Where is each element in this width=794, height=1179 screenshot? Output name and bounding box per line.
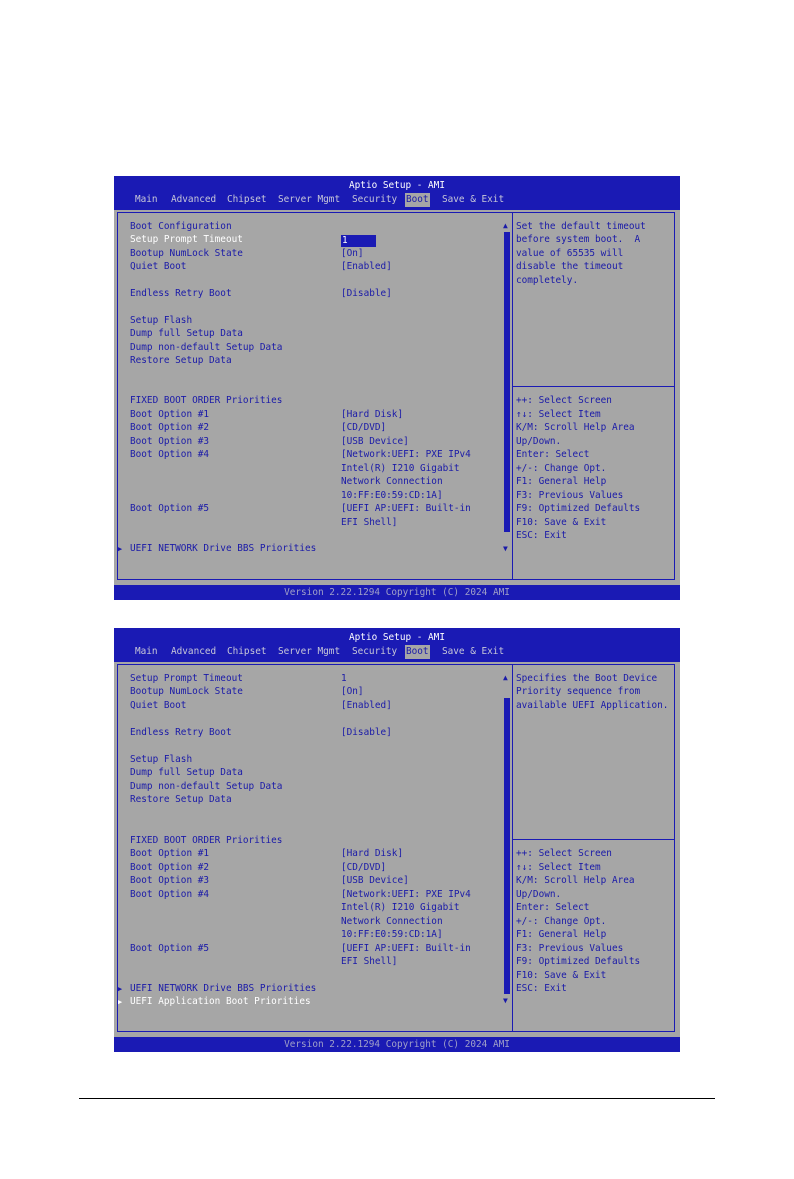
- key-help-up-down: Up/Down.: [516, 889, 562, 900]
- version-footer: Version 2.22.1294 Copyright (C) 2024 AMI: [114, 585, 680, 600]
- boot-option-2-label[interactable]: Boot Option #2: [130, 422, 210, 433]
- tab-save-exit[interactable]: Save & Exit: [442, 646, 505, 657]
- key-help-change-opt: +/-: Change Opt.: [516, 916, 607, 927]
- uefi-network-drive-bbs-submenu[interactable]: UEFI NETWORK Drive BBS Priorities: [130, 543, 317, 554]
- tab-security[interactable]: Security: [352, 194, 398, 205]
- key-help-select-item: ↑↓: Select Item: [516, 862, 601, 873]
- scroll-up-arrow-icon[interactable]: ▲: [503, 673, 508, 682]
- key-help-f1: F1: General Help: [516, 476, 607, 487]
- submenu-arrow-icon: ▶: [118, 545, 123, 553]
- endless-retry-value[interactable]: [Disable]: [341, 288, 392, 299]
- help-text-line-2: before system boot. A: [516, 234, 641, 245]
- boot-option-4-value-line-4: 10:FF:E0:59:CD:1A]: [341, 929, 443, 940]
- tab-chipset[interactable]: Chipset: [227, 194, 267, 205]
- help-text-line-1: Set the default timeout: [516, 221, 646, 232]
- help-divider: [512, 839, 675, 840]
- boot-option-5-value-line-2: EFI Shell]: [341, 956, 398, 967]
- boot-option-4-value-line-4: 10:FF:E0:59:CD:1A]: [341, 490, 443, 501]
- tab-main[interactable]: Main: [135, 646, 158, 657]
- panel-divider: [512, 664, 513, 1032]
- bios-screen-2: [114, 628, 680, 1052]
- tab-main[interactable]: Main: [135, 194, 158, 205]
- app-title: Aptio Setup - AMI: [349, 632, 445, 643]
- key-help-f3: F3: Previous Values: [516, 943, 624, 954]
- boot-option-4-value-line-3: Network Connection: [341, 476, 443, 487]
- bios-screen-1: [114, 176, 680, 600]
- boot-option-3-label[interactable]: Boot Option #3: [130, 436, 210, 447]
- panel-divider: [512, 212, 513, 580]
- key-help-f1: F1: General Help: [516, 929, 607, 940]
- key-help-enter: Enter: Select: [516, 449, 590, 460]
- boot-option-4-value-line-3: Network Connection: [341, 916, 443, 927]
- key-help-scroll-help: K/M: Scroll Help Area: [516, 875, 635, 886]
- dump-non-default-item[interactable]: Dump non-default Setup Data: [130, 781, 283, 792]
- dump-full-setup-item[interactable]: Dump full Setup Data: [130, 328, 243, 339]
- help-text-line-2: Priority sequence from: [516, 686, 641, 697]
- boot-option-4-value-line-1[interactable]: [Network:UEFI: PXE IPv4: [341, 889, 471, 900]
- quiet-boot-label[interactable]: Quiet Boot: [130, 700, 187, 711]
- quiet-boot-value[interactable]: [Enabled]: [341, 261, 392, 272]
- uefi-network-drive-bbs-submenu[interactable]: UEFI NETWORK Drive BBS Priorities: [130, 983, 317, 994]
- boot-option-4-value-line-2: Intel(R) I210 Gigabit: [341, 463, 460, 474]
- bootup-numlock-value[interactable]: [On]: [341, 248, 364, 259]
- key-help-enter: Enter: Select: [516, 902, 590, 913]
- setup-prompt-timeout-value[interactable]: [341, 234, 376, 248]
- key-help-f10: F10: Save & Exit: [516, 517, 607, 528]
- boot-option-3-value[interactable]: [USB Device]: [341, 875, 409, 886]
- bootup-numlock-label[interactable]: Bootup NumLock State: [130, 686, 243, 697]
- key-help-esc: ESC: Exit: [516, 983, 567, 994]
- app-title: Aptio Setup - AMI: [349, 180, 445, 191]
- scrollbar[interactable]: [504, 222, 510, 552]
- restore-setup-item[interactable]: Restore Setup Data: [130, 355, 232, 366]
- setup-prompt-timeout-input[interactable]: 1: [341, 235, 376, 247]
- boot-option-2-value[interactable]: [CD/DVD]: [341, 862, 387, 873]
- endless-retry-label[interactable]: Endless Retry Boot: [130, 288, 232, 299]
- boot-option-1-value[interactable]: [Hard Disk]: [341, 848, 404, 859]
- dump-non-default-item[interactable]: Dump non-default Setup Data: [130, 342, 283, 353]
- title-bar: [114, 176, 680, 210]
- boot-option-2-label[interactable]: Boot Option #2: [130, 862, 210, 873]
- bootup-numlock-label[interactable]: Bootup NumLock State: [130, 248, 243, 259]
- key-help-esc: ESC: Exit: [516, 530, 567, 541]
- setup-flash-item[interactable]: Setup Flash: [130, 754, 193, 765]
- quiet-boot-label[interactable]: Quiet Boot: [130, 261, 187, 272]
- tab-server-mgmt[interactable]: Server Mgmt: [278, 194, 341, 205]
- help-text-line-4: disable the timeout: [516, 261, 624, 272]
- key-help-scroll-help: K/M: Scroll Help Area: [516, 422, 635, 433]
- submenu-arrow-icon: ▶: [118, 985, 123, 993]
- tab-chipset[interactable]: Chipset: [227, 646, 267, 657]
- key-help-select-screen: ++: Select Screen: [516, 848, 612, 859]
- boot-option-5-label[interactable]: Boot Option #5: [130, 943, 210, 954]
- scroll-thumb[interactable]: [504, 232, 510, 532]
- submenu-arrow-icon: ▶: [118, 998, 123, 1006]
- boot-option-4-value-line-1[interactable]: [Network:UEFI: PXE IPv4: [341, 449, 471, 460]
- key-help-up-down: Up/Down.: [516, 436, 562, 447]
- boot-option-4-value-line-2: Intel(R) I210 Gigabit: [341, 902, 460, 913]
- help-divider: [512, 386, 675, 387]
- help-text-line-1: Specifies the Boot Device: [516, 673, 658, 684]
- key-help-f10: F10: Save & Exit: [516, 970, 607, 981]
- menu-tabs: [114, 193, 680, 207]
- setup-prompt-timeout-value[interactable]: 1: [341, 673, 347, 684]
- tab-security[interactable]: Security: [352, 646, 398, 657]
- title-bar: [114, 628, 680, 662]
- restore-setup-item[interactable]: Restore Setup Data: [130, 794, 232, 805]
- version-footer: Version 2.22.1294 Copyright (C) 2024 AMI: [114, 1037, 680, 1052]
- quiet-boot-value[interactable]: [Enabled]: [341, 700, 392, 711]
- boot-option-3-value[interactable]: [USB Device]: [341, 436, 409, 447]
- scrollbar[interactable]: [504, 674, 510, 1004]
- endless-retry-value[interactable]: [Disable]: [341, 727, 392, 738]
- boot-option-1-value[interactable]: [Hard Disk]: [341, 409, 404, 420]
- tab-boot[interactable]: Boot: [406, 646, 429, 657]
- key-help-f9: F9: Optimized Defaults: [516, 503, 641, 514]
- boot-option-5-value-line-1[interactable]: [UEFI AP:UEFI: Built-in: [341, 943, 471, 954]
- setup-flash-item[interactable]: Setup Flash: [130, 315, 193, 326]
- tab-advanced[interactable]: Advanced: [171, 646, 217, 657]
- boot-option-1-label[interactable]: Boot Option #1: [130, 848, 210, 859]
- scroll-thumb[interactable]: [504, 698, 510, 994]
- boot-option-4-label[interactable]: Boot Option #4: [130, 889, 210, 900]
- menu-tabs: [114, 645, 680, 659]
- scroll-down-arrow-icon[interactable]: ▼: [503, 544, 508, 553]
- tab-boot[interactable]: Boot: [406, 194, 429, 205]
- fixed-boot-order-header: FIXED BOOT ORDER Priorities: [130, 835, 283, 846]
- boot-option-5-value-line-1[interactable]: [UEFI AP:UEFI: Built-in: [341, 503, 471, 514]
- tab-advanced[interactable]: Advanced: [171, 194, 217, 205]
- boot-option-5-value-line-2: EFI Shell]: [341, 517, 398, 528]
- setup-prompt-timeout-label[interactable]: Setup Prompt Timeout: [130, 673, 243, 684]
- endless-retry-label[interactable]: Endless Retry Boot: [130, 727, 232, 738]
- fixed-boot-order-header: FIXED BOOT ORDER Priorities: [130, 395, 283, 406]
- page-footer-rule: [79, 1098, 715, 1099]
- bootup-numlock-value[interactable]: [On]: [341, 686, 364, 697]
- setup-prompt-timeout-label[interactable]: Setup Prompt Timeout: [130, 234, 243, 245]
- key-help-f9: F9: Optimized Defaults: [516, 956, 641, 967]
- key-help-select-item: ↑↓: Select Item: [516, 409, 601, 420]
- tab-server-mgmt[interactable]: Server Mgmt: [278, 646, 341, 657]
- boot-option-3-label[interactable]: Boot Option #3: [130, 875, 210, 886]
- key-help-select-screen: ++: Select Screen: [516, 395, 612, 406]
- dump-full-setup-item[interactable]: Dump full Setup Data: [130, 767, 243, 778]
- key-help-f3: F3: Previous Values: [516, 490, 624, 501]
- boot-option-4-label[interactable]: Boot Option #4: [130, 449, 210, 460]
- boot-option-2-value[interactable]: [CD/DVD]: [341, 422, 387, 433]
- help-text-line-3: available UEFI Application.: [516, 700, 669, 711]
- boot-option-5-label[interactable]: Boot Option #5: [130, 503, 210, 514]
- scroll-up-arrow-icon[interactable]: ▲: [503, 221, 508, 230]
- boot-option-1-label[interactable]: Boot Option #1: [130, 409, 210, 420]
- key-help-change-opt: +/-: Change Opt.: [516, 463, 607, 474]
- tab-save-exit[interactable]: Save & Exit: [442, 194, 505, 205]
- help-text-line-5: completely.: [516, 275, 579, 286]
- scroll-down-arrow-icon[interactable]: ▼: [503, 996, 508, 1005]
- section-header-boot-configuration: Boot Configuration: [130, 221, 232, 232]
- help-text-line-3: value of 65535 will: [516, 248, 624, 259]
- uefi-application-boot-priorities-submenu[interactable]: UEFI Application Boot Priorities: [130, 996, 311, 1007]
